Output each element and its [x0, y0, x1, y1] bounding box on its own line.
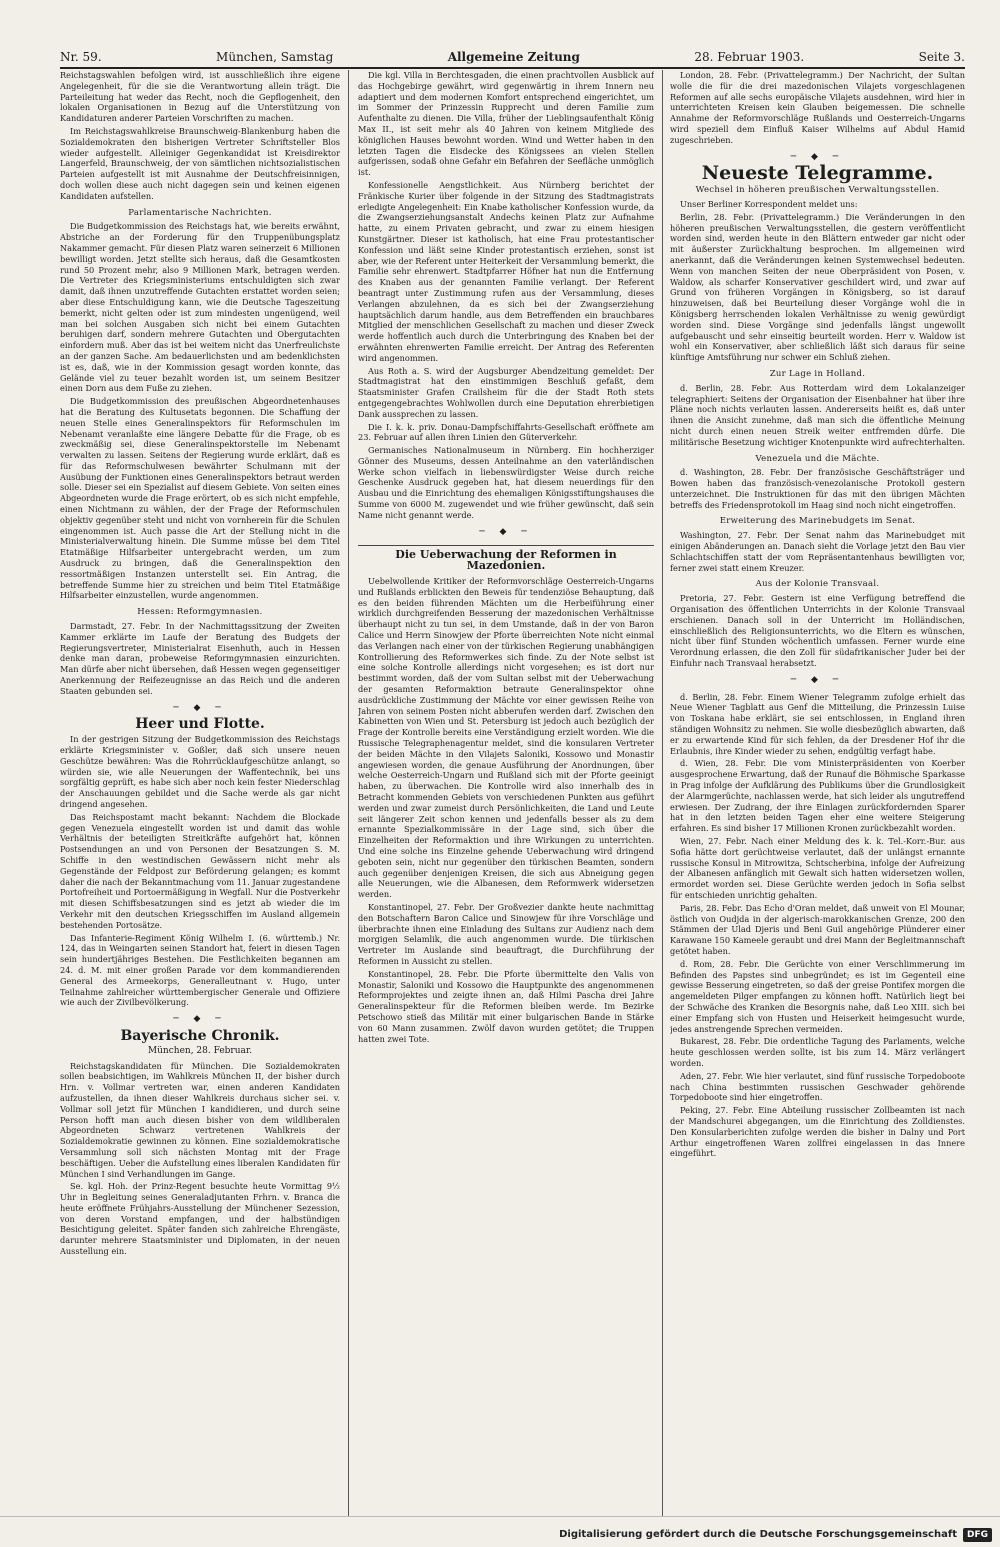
- article-text: Aden, 27. Febr. Wie hier verlautet, sind fünf russische Torpedoboote nach China bestimmten russischen Geschwader gehörende Torpedoboote sind hier eingetroffen.: [670, 1070, 965, 1103]
- article-text: Se. kgl. Hoh. der Prinz-Regent besuchte heute Vormittag 9½ Uhr in Begleitung seines Generaladjutanten Frhrn. v. Branca die heute eröffnete Frühjahrs-Ausstellung der Münchener Sezession, von deren Vorstand empfangen, und der halbstündigen Besichtigung geleitet. Später fanden sich zahlreiche Ehrengäste, darunter mehrere Staatsminister und Diplomaten, in der neuen Ausstellung ein.: [60, 1181, 340, 1257]
- subsection-heading: Wechsel in höheren preußischen Verwaltungsstellen.: [695, 185, 940, 196]
- article-text: Uebelwollende Kritiker der Reformvorschläge Oesterreich-Ungarns und Rußlands erblickten den Beweis für tendenziöse Behauptung, daß es den beiden führenden Mächten um die Herbeiführung einer wirklich durchgreifenden Besserung der mazedonischen Verhältnisse überhaupt nicht zu tun sei, in dem Umstande, daß in der von Baron Calice und Herrn Sinowjew der Pforte überreichten Note nicht einmal das Verlangen nach einer von der türkischen Regierung unabhängigen Kontrollierung des Reformwerkes sich finde. Zu der Note selbst ist eine solche Kontrolle allerdings nicht vorgesehen; es ist dort nur bestimmt worden, daß der vom Sultan selbst mit der Ueberwachung der gesamten Reformaktion betraute Generalinspektor ohne ausdrückliche Zustimmung der Mächte vor einer gewissen Reihe von Jahren von seinem Posten nicht abberufen werden darf. Zwischen den Kabinetten von Wien und St. Petersburg ist jedoch auch bezüglich der Frage der Kontrolle bereits eine Verständigung erzielt worden. Wie die Russische Telegraphenagentur meldet, sind die konsularen Vertreter der beiden Mächte in den Vilajets Saloniki, Kossowo und Monastir angewiesen worden, die genaue Ausführung der Anordnungen, über welche Oesterreich-Ungarn und Rußland sich mit der Pforte geeinigt haben, zu überwachen. Die Kontrolle wird also innerhalb des in Betracht kommenden Gebiets von verschiedenen Punkten aus geführt werden und zwar zumeist durch Persönlichkeiten, die Land und Leute seit längerer Zeit schon kennen und jedenfalls besser als zu dem ernannte Spezialkommissäre in der Lage sind, sich über die Einzelheiten der Reformaktion und ihre Wirkungen zu unterrichten. Und eine solche ins Einzelne gehende Ueberwachung wird dringend geboten sein, nicht nur gegenüber den türkischen Beamten, sondern auch gegenüber denjenigen Kreisen, die sich aus Abneigung gegen alle Neuerungen, wie die Albanesen, dem Reformwerk widersetzen werden.: [358, 576, 654, 900]
- section-heading: Hessen: Reformgymnasien.: [137, 607, 263, 618]
- article-text: d. Rom, 28. Febr. Die Gerüchte von einer Verschlimmerung im Befinden des Papstes sind unbegründet; es ist im Gegenteil eine gewisse Besserung eingetreten, so daß der greise Pontifex morgen die angemeldeten Pilger empfangen zu können hofft. Natürlich liegt bei der Schwäche des Kranken die Besorgnis nahe, daß Leo XIII. sich bei einer Empfang sich von Husten und Heiserkeit heimgesucht wurde, jedes anstrengende Sprechen vermeiden.: [670, 958, 965, 1034]
- issue-date: 28. Februar 1903.: [694, 50, 805, 64]
- section-heading: Heer und Flotte.: [135, 716, 265, 733]
- article-text: Pretoria, 27. Febr. Gestern ist eine Verfügung betreffend die Organisation des öffentlichen Unterrichts in der Kolonie Transvaal erschienen. Danach soll in der Unterricht im Holländischen, einschließlich des Religionsunterrichts, wo die Eltern es wünschen, nicht über fünf Stunden wöchentlich umfassen. Ferner wurde eine Verordnung erlassen, die den Zoll für südafrikanischer Juder bei der Einfuhr nach Transvaal herabsetzt.: [670, 593, 965, 669]
- column-3: [670, 70, 965, 1516]
- column-1: [60, 70, 340, 1516]
- ornament-divider: ─ ◆ ─: [479, 526, 533, 537]
- ornament-divider: ─ ◆ ─: [790, 151, 845, 162]
- newspaper-page: [60, 40, 965, 1516]
- article-text: Paris, 28. Febr. Das Echo d'Oran meldet, daß unweit von El Mounar, östlich von Oudjda in der algerisch-marokkanischen Grenze, 200 den Stämmen der Ulad Djeris und Beni Guil angehörige Plünderer einer Karawane 150 Kameele geraubt und drei Mann der Begleitmannschaft getötet haben.: [670, 902, 965, 956]
- masthead: [60, 40, 965, 69]
- article-text: Washington, 27. Febr. Der Senat nahm das Marinebudget mit einigen Abänderungen an. Danach sieht die Vorlage jetzt den Bau vier Schlachtschiffen statt der vom Repräsentantenhaus bewilligten vor, ferner zwei statt einem Kreuzer.: [670, 530, 965, 573]
- article-text: Die kgl. Villa in Berchtesgaden, die einen prachtvollen Ausblick auf das Hochgebirge gewährt, wird gegenwärtig in ihrem Innern neu adaptiert und dem modernen Komfort entsprechend eingerichtet, um im Sommer der Prinzessin Rupprecht und deren Familie zum Aufenthalte zu dienen. Die Villa, früher der Lieblingsaufenthalt König Max II., ist seit mehr als 40 Jahren von keinem Mitgliede des königlichen Hauses bewohnt worden. Wind und Wetter haben in den letzten Tagen die Eisdecke des Königssees an vielen Stellen aufgerissen, sodaß ohne Gefahr ein Befahren der Seefläche unmöglich ist.: [358, 70, 654, 178]
- section-heading: Die Ueberwachung der Reformen in Mazedonien.: [358, 545, 654, 572]
- article-text: Die Budgetkommission des Reichstags hat, wie bereits erwähnt, Abstriche an der Forderung für den Truppenübungsplatz Nakammer gemacht. Für diesen Platz waren seinerzeit 6 Millionen bewilligt worden. Jetzt stellte sich heraus, daß die Gesamtkosten rund 50 Prozent mehr, also 9 Millionen Mark, betragen werden. Die Vertreter des Kriegsministeriums entschuldigten sich zwar damit, daß ihnen unzutreffende Gutachten erstattet worden seien; aber diese Entschuldigung kann, wie die Deutsche Tageszeitung bemerkt, nicht gelten oder ist zum mindesten ungenügend, weil man bei solchen Ausgaben sich nicht bei einem Gutachten beruhigen darf, sondern mehrere Gutachten und Obergutachten einfordern muß. Aber das ist bei weitem nicht das Unerfreulichste an der ganzen Sache. Am bedauerlichsten und am bedenklichsten ist es, daß, wie in der Kommission gesagt worden konnte, das Gelände viel zu teuer bezahlt worden ist, um seinem Besitzer einen Dorn aus dem Fuße zu ziehen.: [60, 221, 340, 394]
- article-text: Im Reichstagswahlkreise Braunschweig-Blankenburg haben die Sozialdemokraten den bisherigen Vertreter Schriftsteller Blos wieder aufgestellt. Alleiniger Gegenkandidat ist Kreisdirektor Langerfeld, Braunschweig, der von sämtlichen nichtsozialistischen Parteien aufgestellt ist mit Ausnahme der Deutschfreisinnigen, doch wollen diese auch nicht dagegen sein und keinen eigenen Kandidaten aufstellen.: [60, 125, 340, 201]
- ornament-divider: ─ ◆ ─: [173, 702, 227, 713]
- subsection-heading: Venezuela und die Mächte.: [755, 453, 880, 464]
- ornament-divider: ─ ◆ ─: [173, 1014, 227, 1025]
- ornament-divider: ─ ◆ ─: [790, 674, 845, 685]
- subsection-heading: Erweiterung des Marinebudgets im Senat.: [719, 516, 916, 527]
- section-heading: Neueste Telegramme.: [701, 162, 934, 185]
- article-text: Reichstagskandidaten für München. Die Sozialdemokraten sollen beabsichtigen, im Wahlkreis München II, der bisher durch Hrn. v. Vollmar vertreten war, einen anderen Kandidaten aufzustellen, da ihnen dieser Wahlkreis durchaus sicher sei. v. Vollmar soll jetzt für München I kandidieren, und durch seine Person hofft man auch diesen bisher von dem wildliberalen Abgeordneten Schwarz vertretenen Wahlkreis der Sozialdemokratie gewinnen zu können. Eine sozialdemokratische Versammlung soll sich nächsten Montag mit der Frage beschäftigen. Ueber die Aufstellung eines liberalen Kandidaten für München I sind Verhandlungen im Gange.: [60, 1060, 340, 1179]
- article-text: Bukarest, 28. Febr. Die ordentliche Tagung des Parlaments, welche heute geschlossen werden sollte, ist bis zum 14. März verlängert worden.: [670, 1036, 965, 1068]
- issue-number: Nr. 59.: [60, 50, 102, 64]
- dfg-logo: DFG: [963, 1528, 992, 1542]
- article-text: Das Infanterie-Regiment König Wilhelm I. (6. württemb.) Nr. 124, das in Weingarten seinen Standort hat, feiert in diesen Tagen sein hundertjähriges Bestehen. Die Festlichkeiten begannen am 24. d. M. mit einer großen Parade vor dem kommandierenden General des Armeekorps, Generalleutnant v. Hugo, unter Teilnahme zahlreicher württembergischer Generale und Offiziere wie auch der Zivilbevölkerung.: [60, 932, 340, 1008]
- article-text: Die I. k. k. priv. Donau-Dampfschiffahrts-Gesellschaft eröffnete am 23. Februar auf allen ihren Linien den Güterverkehr.: [358, 421, 654, 443]
- funding-note: Digitalisierung gefördert durch die Deutsche Forschungsgemeinschaft: [559, 1529, 957, 1540]
- newspaper-title: Allgemeine Zeitung: [447, 50, 580, 64]
- article-text: d. Wien, 28. Febr. Die vom Ministerpräsidenten von Koerber ausgesprochene Erwartung, daß der Runauf die Böhmische Sparkasse in Prag infolge der Aufklärung des Publikums über die Grundlosigkeit der Alarmgerüchte, nachlassen werde, hat sich leider als ungutreffend erwiesen. Der Zudrang, der ihre Einlagen zurückfordernden Sparer hat in den letzten beiden Tagen eher eine weitere Steigerung erfahren. Es sind bisher 17 Millionen Kronen zurückbezahlt worden.: [670, 758, 965, 834]
- page-number: Seite 3.: [918, 50, 965, 64]
- article-text: Das Reichspostamt macht bekannt: Nachdem die Blockade gegen Venezuela eingestellt worden ist und damit das wohle Verhältnis der beteiligten Streitkräfte aufgehört hat, können Postsendungen an und von Personen der Besatzungen S. M. Schiffe in den westindischen Gewässern nicht mehr als Gegenstände der Feldpost zur Beförderung gelangen; es kommt daher die nach der Bekanntmachung vom 11. Januar zugestandene Portofreiheit und Portoermäßigung in Wegfall. Nur die Postverkehr mit diesen Schiffsbesatzungen sind es jetzt ab wieder die im Verkehr mit den deutschen Kriegsschiffen im Ausland allgemein bestehenden Portosätze.: [60, 811, 340, 930]
- column-rule: [348, 70, 349, 1516]
- dateline: München, 28. Februar.: [147, 1045, 253, 1056]
- article-text: Darmstadt, 27. Febr. In der Nachmittagssitzung der Zweiten Kammer erklärte im Laufe der Beratung des Budgets der Regierungsvertreter, Ministerialrat Eisenhuth, auch in Hessen denke man daran, probeweise Reformgymnasien einzurichten. Man dürfe aber nicht übersehen, daß Hessen wegen gegenseitiger Anerkennung der Reifezeugnisse an das Reich und die anderen Staaten gebunden sei.: [60, 621, 340, 696]
- page-edge: [0, 1516, 1000, 1517]
- article-text: In der gestrigen Sitzung der Budgetkommission des Reichstags erklärte Kriegsminister v. Goßler, daß sich unsere neuen Geschütze bewähren: Was die Rohrrücklaufgeschütze anlangt, so würden sie, wie alle Neuerungen der Waffentechnik, bei uns sorgfältig geprüft, es habe sich aber noch kein fester Niederschlag der Anschauungen gebildet und die Sache werde als gar nicht dringend angesehen.: [60, 734, 340, 809]
- article-text: Konfessionelle Aengstlichkeit. Aus Nürnberg berichtet der Fränkische Kurier über folgende in der Sitzung des Stadtmagistrats erledigte Angelegenheit: Ein Knabe katholischer Konfession wurde, da die Zwangserziehungsanstalt Andechs keinen Platz zur Aufnahme hatte, zu einem Privaten gebracht, und zwar zu einem hiesigen Kunstgärtner. Dieser ist katholisch, hat eine Frau protestantischer Konfession und läßt seine Kinder protestantisch erziehen, sonst ist aber, wie der Referent unter Heiterkeit der Versammlung bemerkt, die Familie sehr ehrenwert. Stadtpfarrer Höfner hat nun die Entfernung des Knaben aus der genannten Familie verlangt. Der Referent beantragt unter Zustimmung rufen aus der Versammlung, dieses Verlangen abzulehnen, da es sich bei der Zwangserziehung hauptsächlich darum handle, aus dem Betreffenden ein brauchbares Mitglied der menschlichen Gesellschaft zu machen und dieser Zweck werde hoffentlich auch durch die Unterbringung des Knaben bei der erwähnten ehrenwerten Familie erreicht. Der Antrag des Referenten wird angenommen.: [358, 179, 654, 363]
- article-text: Reichstagswahlen befolgen wird, ist ausschließlich ihre eigene Angelegenheit, für die sie die Verantwortung allein trägt. Die Parteileitung hat weder das Recht, noch die Gepflogenheit, den lokalen Organisationen in Bezug auf die Unterstützung von Kandidaturen anderer Parteien Vorschriften zu machen.: [60, 70, 340, 124]
- subsection-heading: Zur Lage in Holland.: [769, 368, 866, 379]
- section-heading: Bayerische Chronik.: [120, 1027, 280, 1044]
- article-text: d. Berlin, 28. Febr. Einem Wiener Telegramm zufolge erhielt das Neue Wiener Tagblatt aus Genf die Mitteilung, die Prinzessin Luise von Toskana habe erklärt, sie sei entschlossen, in England ihren ständigen Wohnsitz zu nehmen. Sie wolle diesbezüglich abwarten, daß er zu erwartende Kind für sich fehlen, da der Dresdener Hof ihr die Erlaubnis, ihre Kinder wieder zu sehen, endgültig verfagt habe.: [670, 691, 965, 756]
- article-text: Berlin, 28. Febr. (Privattelegramm.) Die Veränderungen in den höheren preußischen Verwaltungsstellen, die gestern veröffentlicht worden sind, werden heute in den Blättern entweder gar nicht oder mit äußerster Zurückhaltung besprochen. Im allgemeinen wird anerkannt, daß die Veränderungen keinen Systemwechsel bedeuten. Wenn von manchen Seiten der neue Oberpräsident von Posen, v. Waldow, als scharfer Konservativer geschildert wird, und zwar auf Grund von früheren Vorgängen in Königsberg, so ist darauf hinzuweisen, daß bei Beurteilung dieser Vorgänge wohl die in Königsberg herrschenden lokalen Verhältnisse zu wenig gewürdigt worden sind. Diese Vorgänge sind jedenfalls längst ungewollt aufgebauscht und sehr einseitig beurteilt worden. Herr v. Waldow ist wohl ein Konservativer, aber schließlich läßt sich daraus für seine künftige Amtsführung nur schwer ein Schluß ziehen.: [670, 211, 965, 363]
- article-text: Die Budgetkommission des preußischen Abgeordnetenhauses hat die Beratung des Kultusetats begonnen. Die Schaffung der neuen Stelle eines Generalinspektors für Reformschulen im Nebenamt veranlaßte eine längere Debatte für die Frage, ob es zweckmäßig sei, diese Generalinspektorstelle im Nebenamt verwalten zu lassen. Seitens der Regierung wurde erklärt, daß es für das Reformschulwesen bewährter Schulmann mit der Ausübung der Funktionen eines Generalinspektors betraut werden solle. Dieser sei ein Spezialist auf diesem Gebiete. Von seiten eines Abgeordneten wurde die Frage erörtert, ob es sich nicht empfehle, einen Nichtmann zu wählen, der der Frage der Reformschulen objektiv gegenüber steht und nicht von vornherein für die Schulen eingenommen ist. Auch passe die Art der Stellung nicht in die Ministerialverwaltung hinein. Die Summe müsse bei dem Titel Etatmäßige Hilfsarbeiter untergebracht werden, um zum Ausdruck zu bringen, daß die Generalinspektion den ressortmäßigen Instanzen unterstellt sei. Ein Antrag, die betreffende Summe hier zu streichen und beim Titel Etatmäßige Hilfsarbeiter einzustellen, wurde angenommen.: [60, 396, 340, 601]
- column-2: [358, 70, 654, 1516]
- article-text: London, 28. Febr. (Privattelegramm.) Der Nachricht, der Sultan wolle die für die drei mazedonischen Vilajets vorgeschlagenen Reformen auf alle sechs europäische Vilajets ausdehnen, wird hier in unterrichteten Kreisen kein Glauben beigemessen. Die schnelle Annahme der Reformvorschläge Rußlands und Oesterreich-Ungarns wird speziell dem Einfluß Kaiser Wilhelms auf Abdul Hamid zugeschrieben.: [670, 70, 965, 145]
- article-text: d. Washington, 28. Febr. Der französische Geschäftsträger und Bowen haben das französisch-venezolanische Protokoll gestern unterzeichnet. Die Instruktionen für das mit den übrigen Mächten betreffs des Friedensprotokoll im Haag sind noch nicht eingetroffen.: [670, 467, 965, 510]
- article-text: Konstantinopel, 28. Febr. Die Pforte übermittelte den Valis von Monastir, Saloniki und Kossowo die Hauptpunkte des angenommenen Reformprojektes und zeigte ihnen an, daß Hilmi Pascha drei Jahre Generalinspekteur für die Reformen bleiben werde. Im Bezirke Petschowo stieß das Militär mit einer bulgarischen Bande in Stärke von 60 Mann zusammen. Zwölf davon wurden getötet; die Truppen hatten zwei Tote.: [358, 968, 654, 1044]
- article-text: d. Berlin, 28. Febr. Aus Rotterdam wird dem Lokalanzeiger telegraphiert: Seitens der Organisation der Eisenbahner hat über ihre Pläne noch nichts verlauten lassen. Andererseits heißt es, daß unter ihnen die Ansicht zunehme, daß man sich die öffentliche Meinung nicht durch einen neuen Streik weiter entfremden dürfe. Die militärische Besetzung wichtiger Knotenpunkte wird aufrechterhalten.: [670, 382, 965, 447]
- article-text: Aus Roth a. S. wird der Augsburger Abendzeitung gemeldet: Der Stadtmagistrat hat den einstimmigen Beschluß gefaßt, dem Staatsminister Grafen Crailsheim für die der Stadt Roth stets entgegengebrachtes Wohlwollen durch eine Deputation ehrerbietigen Dank aussprechen zu lassen.: [358, 365, 654, 419]
- section-heading: Parlamentarische Nachrichten.: [128, 207, 272, 218]
- article-text: Konstantinopel, 27. Febr. Der Großvezier dankte heute nachmittag den Botschaftern Baron Calice und Sinowjew für ihre Vorschläge und überbrachte ihnen eine Einladung des Sultans zur Audienz nach dem morgigen Selamlik, die auch angenommen wurde. Die türkischen Vertreter im Auslande sind beauftragt, die Durchführung der Reformen in Aussicht zu stellen.: [358, 901, 654, 966]
- subsection-heading: Aus der Kolonie Transvaal.: [755, 579, 880, 590]
- footer: [0, 1522, 1000, 1547]
- column-rule: [662, 70, 663, 1516]
- article-text: Peking, 27. Febr. Eine Abteilung russischer Zollbeamten ist nach der Mandschurei abgegangen, um die Einrichtung des Zolldienstes. Den Konsularberichten zufolge werden die bisher in Dalny und Port Arthur eingetroffenen Waren zollfrei eingelassen in das Innere eingeführt.: [670, 1105, 965, 1159]
- place-date: München, Samstag: [216, 50, 334, 64]
- article-text: Germanisches Nationalmuseum in Nürnberg. Ein hochherziger Gönner des Museums, dessen Anteilnahme an den vaterländischen Werke schon vielfach in liebenswürdigster Weise durch reiche Geschenke Ausdruck gegeben hat, hat diesem neuerdings für den Ausbau und die Einrichtung des ehemaligen Königsstiftungshauses die Summe von 6000 M. zugewendet und wie früher gewünscht, daß sein Name nicht genannt werde.: [358, 445, 654, 520]
- article-text: Unser Berliner Korrespondent meldet uns:: [680, 198, 858, 209]
- article-text: Wien, 27. Febr. Nach einer Meldung des k. k. Tel.-Korr.-Bur. aus Sofia hätte dort gerüchtweise verlautet, daß der unlängst ernannte russische Konsul in Mitrowitza, Schtscherbina, infolge der Aufreizung der Albanesen anfänglich mit Gewalt sich hatten widersetzen wollen, ermordet worden sei. Diese Gerüchte werden jedoch in Sofia selbst für entschieden unrichtig gehalten.: [670, 836, 965, 900]
